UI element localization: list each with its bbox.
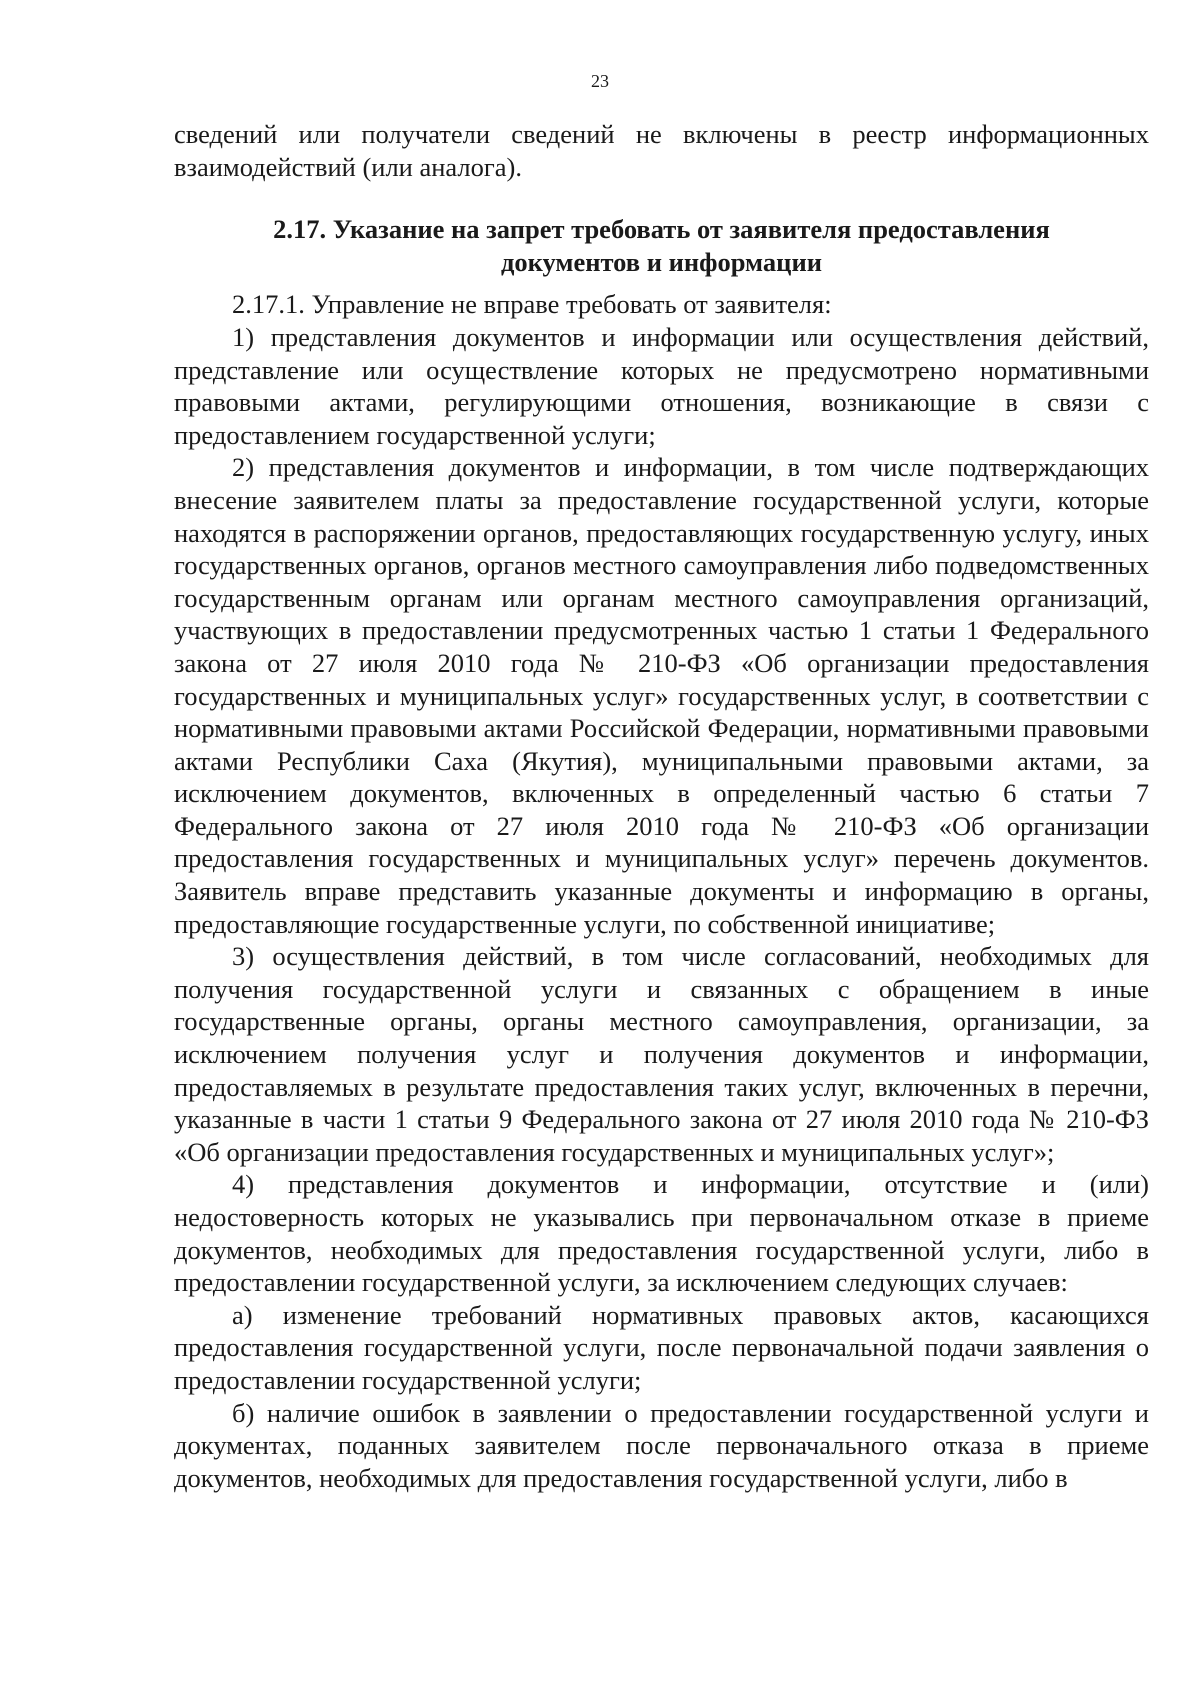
page-number: 23 <box>591 71 609 91</box>
document-body <box>174 118 1149 1494</box>
paragraph-item-2: 2) представления документов и информации, в том числе подтверждающих внесение заявителем платы за предоставление государственной услуги, которые находятся в распоряжении органов, предоставляющих государственную услугу, иных государственных органов, органов местного самоуправления либо подведомственных государственным органам или органам местного самоуправления организаций, участвующих в предоставлении предусмотренных частью 1 статьи 1 Федерального закона от 27 июля 2010 года № 210-ФЗ «Об организации предоставления государственных и муниципальных услуг» государственных услуг, в соответствии с нормативными правовыми актами Российской Федерации, нормативными правовыми актами Республики Саха (Якутия), муниципальными правовыми актами, за исключением документов, включенных в определенный частью 6 статьи 7 Федерального закона от 27 июля 2010 года № 210-ФЗ «Об организации предоставления государственных и муниципальных услуг» перечень документов. Заявитель вправе представить указанные документы и информацию в органы, предоставляющие государственные услуги, по собственной инициативе; <box>174 452 1149 939</box>
paragraph-2-17-1: 2.17.1. Управление не вправе требовать от заявителя: <box>232 289 832 320</box>
paragraph-item-1: 1) представления документов и информации или осуществления действий, представление или осуществление которых не предусмотрено нормативными правовыми актами, регулирующими отношения, возникающие в связи с предоставлением государственной услуги; <box>174 321 1149 450</box>
paragraph-item-b: б) наличие ошибок в заявлении о предоставлении государственной услуги и документах, поданных заявителем после первоначального отказа в приеме документов, необходимых для предоставления государственной услуги, либо в <box>174 1397 1149 1493</box>
paragraph-item-3: 3) осуществления действий, в том числе согласований, необходимых для получения государственной услуги и связанных с обращением в иные государственные органы, органы местного самоуправления, организации, за исключением получения услуг и получения документов и информации, предоставляемых в результате предоставления таких услуг, включенных в перечни, указанные в части 1 статьи 9 Федерального закона от 27 июля 2010 года № 210-ФЗ «Об организации предоставления государственных и муниципальных услуг»; <box>174 941 1149 1167</box>
paragraph-item-a: а) изменение требований нормативных правовых актов, касающихся предоставления государственной услуги, после первоначальной подачи заявления о предоставлении государственной услуги; <box>174 1299 1149 1395</box>
section-heading: 2.17. Указание на запрет требовать от заявителя предоставления документов и информации <box>273 214 1050 277</box>
paragraph-item-4: 4) представления документов и информации, отсутствие и (или) недостоверность которых не указывались при первоначальном отказе в приеме документов, необходимых для предоставления государственной услуги, либо в предоставлении государственной услуги, за исключением следующих случаев: <box>174 1169 1149 1298</box>
intro-paragraph: сведений или получатели сведений не включены в реестр информационных взаимодействий (или аналога). <box>174 119 1149 182</box>
